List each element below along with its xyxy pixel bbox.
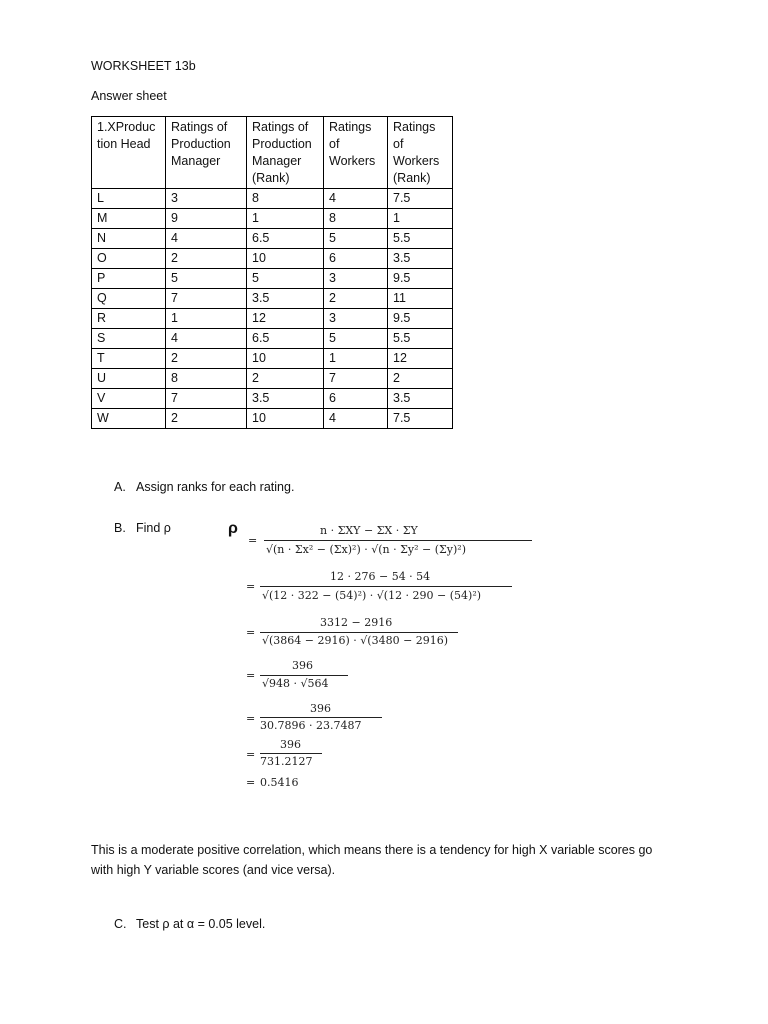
formula-step2-denominator: √(3864 − 2916) · √(3480 − 2916) (262, 634, 449, 647)
cell-worker-rating: 7 (324, 369, 388, 389)
header-production-head: 1.XProduc tion Head (92, 117, 166, 189)
cell-worker-rating: 6 (324, 249, 388, 269)
fraction-bar (264, 540, 532, 541)
cell-manager-rating: 1 (166, 309, 247, 329)
table-row (92, 289, 453, 309)
table-header-row (92, 117, 453, 189)
cell-production-head: W (92, 409, 166, 429)
cell-worker-rank: 3.5 (388, 249, 453, 269)
cell-manager-rank: 10 (247, 349, 324, 369)
formula-step5-denominator: 731.2127 (260, 755, 313, 768)
table-row (92, 209, 453, 229)
cell-manager-rank: 10 (247, 409, 324, 429)
cell-worker-rank: 1 (388, 209, 453, 229)
cell-manager-rating: 2 (166, 409, 247, 429)
cell-worker-rating: 4 (324, 189, 388, 209)
cell-worker-rank: 9.5 (388, 269, 453, 289)
table-row (92, 369, 453, 389)
cell-worker-rating: 5 (324, 329, 388, 349)
cell-worker-rank: 3.5 (388, 389, 453, 409)
cell-worker-rating: 1 (324, 349, 388, 369)
fraction-bar (260, 586, 512, 587)
cell-manager-rank: 5 (247, 269, 324, 289)
item-a-text: Assign ranks for each rating. (136, 480, 295, 494)
cell-production-head: L (92, 189, 166, 209)
table-body (92, 189, 453, 429)
cell-worker-rank: 9.5 (388, 309, 453, 329)
formula-step4-denominator: 30.7896 · 23.7487 (260, 719, 362, 732)
answer-sheet-label: Answer sheet (91, 89, 167, 103)
cell-manager-rating: 3 (166, 189, 247, 209)
cell-manager-rank: 6.5 (247, 329, 324, 349)
header-worker-rank: Ratings of Workers (Rank) (388, 117, 453, 189)
cell-manager-rank: 12 (247, 309, 324, 329)
cell-worker-rank: 12 (388, 349, 453, 369)
formula-step1-denominator: √(12 · 322 − (54)²) · √(12 · 290 − (54)²) (262, 589, 482, 602)
cell-production-head: P (92, 269, 166, 289)
equals-sign: = (246, 776, 256, 789)
cell-production-head: Q (92, 289, 166, 309)
cell-worker-rank: 7.5 (388, 409, 453, 429)
fraction-bar (260, 753, 322, 754)
conclusion-paragraph: This is a moderate positive correlation, which means there is a tendency for high X variable scores go with high Y variable scores (and vice versa). (91, 843, 653, 877)
rho-symbol: ρ (228, 520, 238, 537)
item-a-letter: A. (114, 480, 126, 494)
cell-worker-rank: 5.5 (388, 329, 453, 349)
cell-worker-rating: 3 (324, 309, 388, 329)
cell-production-head: N (92, 229, 166, 249)
cell-production-head: R (92, 309, 166, 329)
cell-production-head: V (92, 389, 166, 409)
cell-manager-rating: 2 (166, 349, 247, 369)
cell-production-head: S (92, 329, 166, 349)
cell-manager-rating: 2 (166, 249, 247, 269)
cell-production-head: M (92, 209, 166, 229)
cell-production-head: T (92, 349, 166, 369)
formula-step1-numerator: 12 · 276 − 54 · 54 (330, 570, 431, 583)
equals-sign: = (248, 534, 258, 547)
cell-manager-rating: 4 (166, 229, 247, 249)
formula-general-denominator: √(n · Σx² − (Σx)²) · √(n · Σy² − (Σy)²) (266, 543, 466, 556)
cell-worker-rating: 5 (324, 229, 388, 249)
header-manager-ratings: Ratings of Production Manager (166, 117, 247, 189)
equals-sign: = (246, 580, 256, 593)
cell-worker-rank: 2 (388, 369, 453, 389)
cell-manager-rank: 3.5 (247, 389, 324, 409)
item-c-letter: C. (114, 917, 127, 931)
cell-production-head: U (92, 369, 166, 389)
formula-step3-denominator: √948 · √564 (262, 677, 329, 690)
cell-manager-rating: 8 (166, 369, 247, 389)
cell-manager-rating: 5 (166, 269, 247, 289)
cell-manager-rank: 6.5 (247, 229, 324, 249)
equals-sign: = (246, 626, 256, 639)
table-row (92, 329, 453, 349)
equals-sign: = (246, 669, 256, 682)
cell-worker-rank: 7.5 (388, 189, 453, 209)
item-b-letter: B. (114, 521, 126, 535)
table-row (92, 249, 453, 269)
equals-sign: = (246, 748, 256, 761)
cell-worker-rank: 5.5 (388, 229, 453, 249)
item-c-text: Test ρ at α = 0.05 level. (136, 917, 266, 931)
table-row (92, 189, 453, 209)
formula-general-numerator: n · ΣXY − ΣX · ΣY (320, 524, 418, 537)
ratings-table (91, 116, 453, 429)
fraction-bar (260, 717, 382, 718)
table-row (92, 269, 453, 289)
cell-manager-rating: 7 (166, 389, 247, 409)
header-manager-rank: Ratings of Production Manager (Rank) (247, 117, 324, 189)
formula-step4-numerator: 396 (310, 702, 331, 715)
cell-manager-rank: 10 (247, 249, 324, 269)
cell-worker-rating: 4 (324, 409, 388, 429)
cell-worker-rating: 6 (324, 389, 388, 409)
cell-worker-rank: 11 (388, 289, 453, 309)
cell-worker-rating: 2 (324, 289, 388, 309)
cell-manager-rating: 9 (166, 209, 247, 229)
cell-production-head: O (92, 249, 166, 269)
worksheet-title: WORKSHEET 13b (91, 59, 196, 73)
formula-step3-numerator: 396 (292, 659, 313, 672)
table-row (92, 309, 453, 329)
cell-manager-rank: 2 (247, 369, 324, 389)
formula-result: 0.5416 (260, 776, 299, 789)
formula-step2-numerator: 3312 − 2916 (320, 616, 393, 629)
formula-step5-numerator: 396 (280, 738, 301, 751)
cell-manager-rank: 3.5 (247, 289, 324, 309)
fraction-bar (260, 632, 458, 633)
cell-worker-rating: 3 (324, 269, 388, 289)
header-worker-ratings: Ratings of Workers (324, 117, 388, 189)
table-row (92, 409, 453, 429)
cell-manager-rating: 4 (166, 329, 247, 349)
table-row (92, 349, 453, 369)
cell-worker-rating: 8 (324, 209, 388, 229)
item-b-text: Find ρ (136, 521, 171, 535)
cell-manager-rank: 1 (247, 209, 324, 229)
table-row (92, 229, 453, 249)
cell-manager-rating: 7 (166, 289, 247, 309)
cell-manager-rank: 8 (247, 189, 324, 209)
equals-sign: = (246, 712, 256, 725)
fraction-bar (260, 675, 348, 676)
table-row (92, 389, 453, 409)
